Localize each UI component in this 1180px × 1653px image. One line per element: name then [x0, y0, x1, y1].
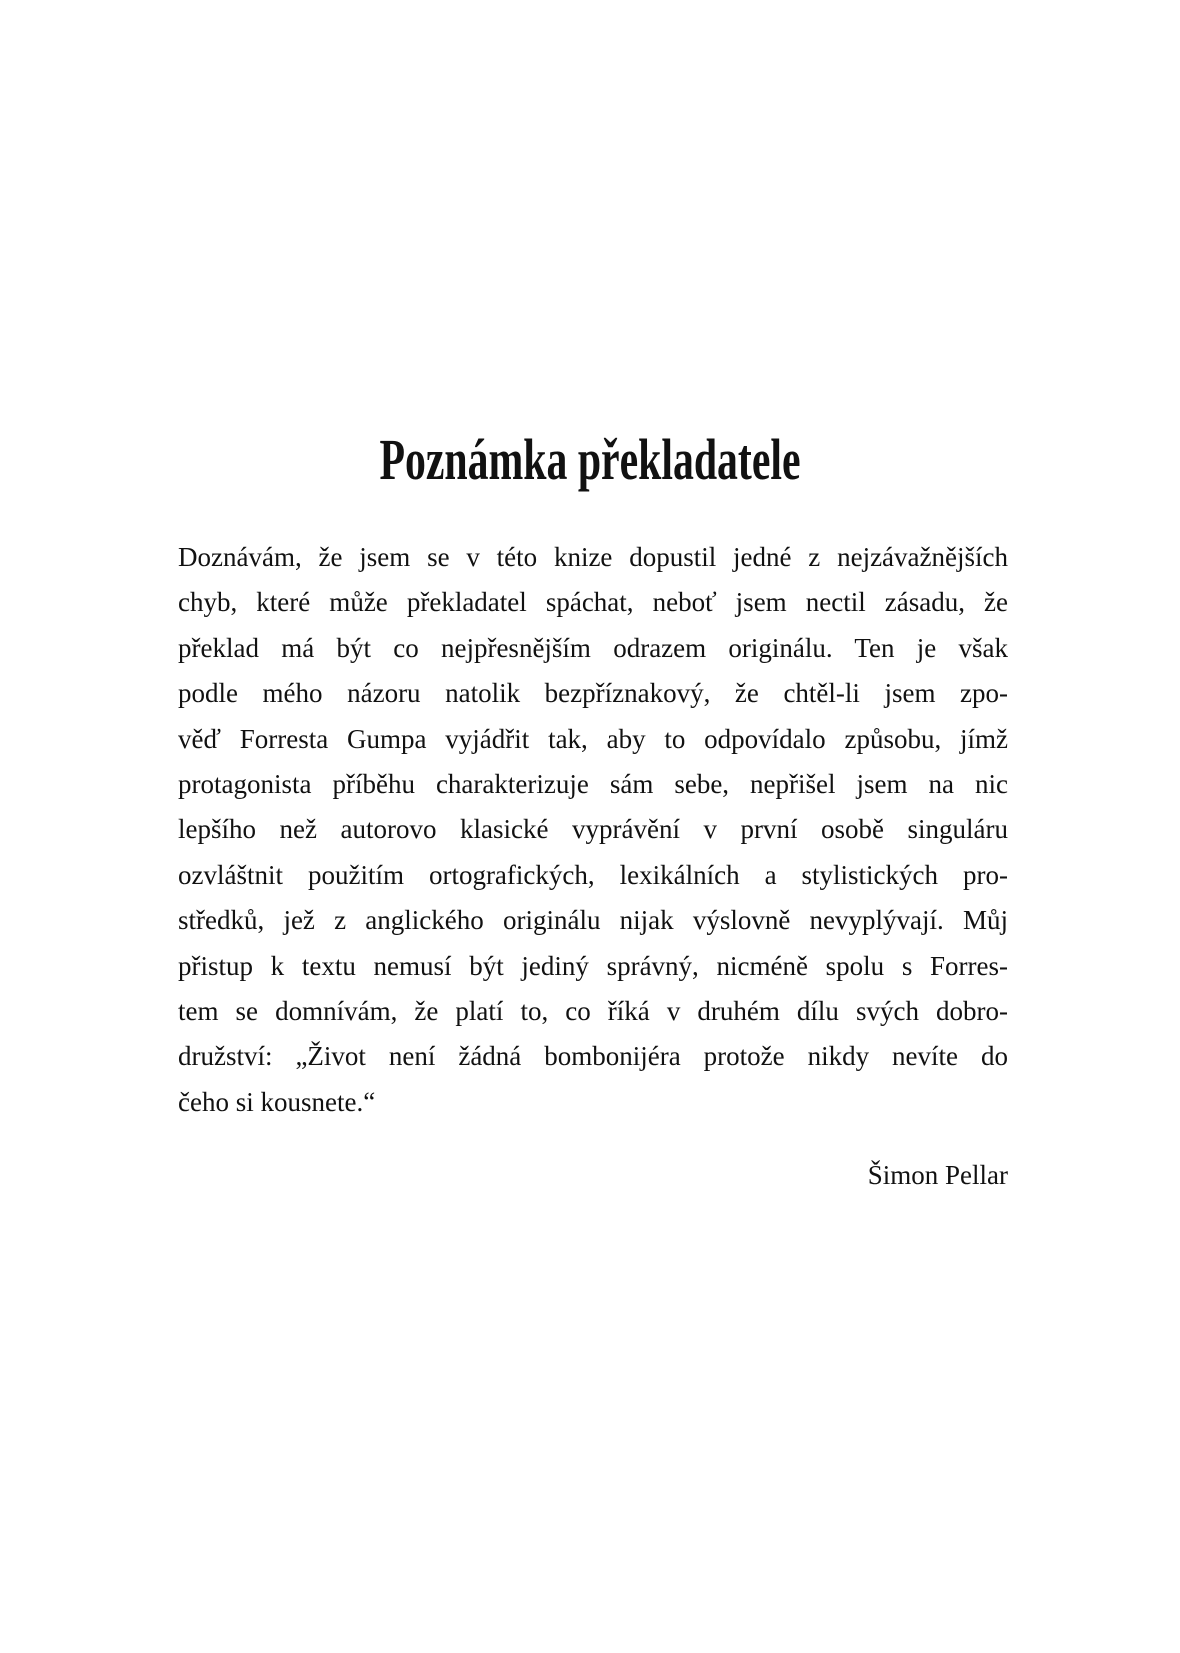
paragraph-line: věď Forresta Gumpa vyjádřit tak, aby to odpovídalo způsobu, jímž — [178, 723, 1008, 754]
paragraph-line: protagonista příběhu charakterizuje sám sebe, nepřišel jsem na nic — [178, 768, 1008, 799]
paragraph-line: chyb, které může překladatel spáchat, neboť jsem nectil zásadu, že — [178, 587, 1008, 618]
paragraph-line: tem se domnívám, že platí to, co říká v druhém dílu svých dobro- — [178, 995, 1008, 1026]
body-paragraph — [178, 535, 1008, 1125]
paragraph-line: čeho si kousnete.“ — [178, 1086, 376, 1117]
paragraph-line: družství: „Život není žádná bombonijéra protože nikdy nevíte do — [178, 1041, 1008, 1072]
paragraph-line: středků, jež z anglického originálu nijak výslovně nevyplývají. Můj — [178, 905, 1008, 936]
paragraph-line: Doznávám, že jsem se v této knize dopustil jedné z nejzávažnějších — [178, 542, 1008, 572]
page-title: Poznámka překladatele — [379, 427, 801, 492]
paragraph-line: lepšího než autorovo klasické vyprávění v první osobě singuláru — [178, 814, 1008, 845]
translator-signature: Šimon Pellar — [867, 1160, 1008, 1190]
paragraph-line: ozvláštnit použitím ortografických, lexikálních a stylistických pro- — [178, 859, 1008, 890]
paragraph-line: přistup k textu nemusí být jediný správný, nicméně spolu s Forres- — [178, 950, 1008, 981]
paragraph-line: překlad má být co nejpřesnějším odrazem originálu. Ten je však — [178, 632, 1008, 663]
paragraph-line: podle mého názoru natolik bezpříznakový, že chtěl-li jsem zpo- — [178, 678, 1008, 709]
